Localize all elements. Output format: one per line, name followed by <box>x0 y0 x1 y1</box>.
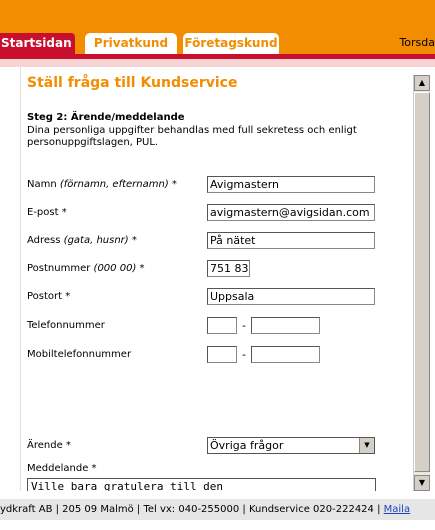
address-input[interactable]: På nätet <box>207 232 375 249</box>
page-title: Ställ fråga till Kundservice <box>27 75 238 91</box>
scrollbar-thumb[interactable] <box>414 92 430 472</box>
message-label: Meddelande * <box>27 463 97 474</box>
address-label: Adress (gata, husnr) * <box>27 235 137 246</box>
mobile-separator: - <box>242 348 246 361</box>
name-input[interactable]: Avigmastern <box>207 176 375 193</box>
matter-select[interactable] <box>207 437 375 454</box>
content-frame <box>20 67 435 491</box>
message-textarea[interactable]: Ville bara gratulera till den <box>27 478 376 491</box>
footer-mail-link[interactable]: Maila <box>383 504 411 515</box>
date-text: Torsda <box>399 36 435 49</box>
mobile-label: Mobiltelefonnummer <box>27 349 132 360</box>
phone-area-input[interactable] <box>207 317 237 334</box>
phone-number-input[interactable] <box>251 317 320 334</box>
scroll-down-icon[interactable]: ▼ <box>414 475 430 491</box>
matter-label: Ärende * <box>27 440 71 451</box>
email-input[interactable]: avigmastern@avigsidan.com <box>207 204 375 221</box>
chevron-down-icon[interactable]: ▼ <box>359 438 374 453</box>
tab-startsidan[interactable]: Startsidan <box>0 33 75 54</box>
phone-separator: - <box>242 319 246 332</box>
footer-bar <box>0 499 435 520</box>
name-label: Namn (förnamn, efternamn) * <box>27 179 177 190</box>
scroll-up-icon[interactable]: ▲ <box>414 75 430 91</box>
city-label: Postort * <box>27 291 71 302</box>
vertical-scrollbar[interactable] <box>413 75 430 491</box>
city-input[interactable]: Uppsala <box>207 288 375 305</box>
step-heading: Steg 2: Ärende/meddelande <box>27 112 185 123</box>
postal-code-label: Postnummer (000 00) * <box>27 263 145 274</box>
mobile-number-input[interactable] <box>251 346 320 363</box>
matter-selected-value: Övriga frågor <box>210 439 284 452</box>
privacy-notice: Dina personliga uppgifter behandlas med full sekretess och enligt personuppgiftslagen, PUL. <box>27 125 357 148</box>
site-footer <box>0 491 435 530</box>
email-label: E-post * <box>27 207 67 218</box>
phone-label: Telefonnummer <box>27 320 105 331</box>
tab-privatkund[interactable]: Privatkund <box>85 33 177 54</box>
mobile-area-input[interactable] <box>207 346 237 363</box>
tab-foretagskund[interactable]: Företagskund <box>183 33 279 54</box>
site-header <box>0 0 435 54</box>
footer-contact-text: ydkraft AB | 205 09 Malmö | Tel vx: 040-255000 | Kundservice 020-222424 | <box>0 504 384 515</box>
postal-code-input[interactable]: 751 83 <box>207 260 250 277</box>
header-divider-pink <box>0 59 435 67</box>
